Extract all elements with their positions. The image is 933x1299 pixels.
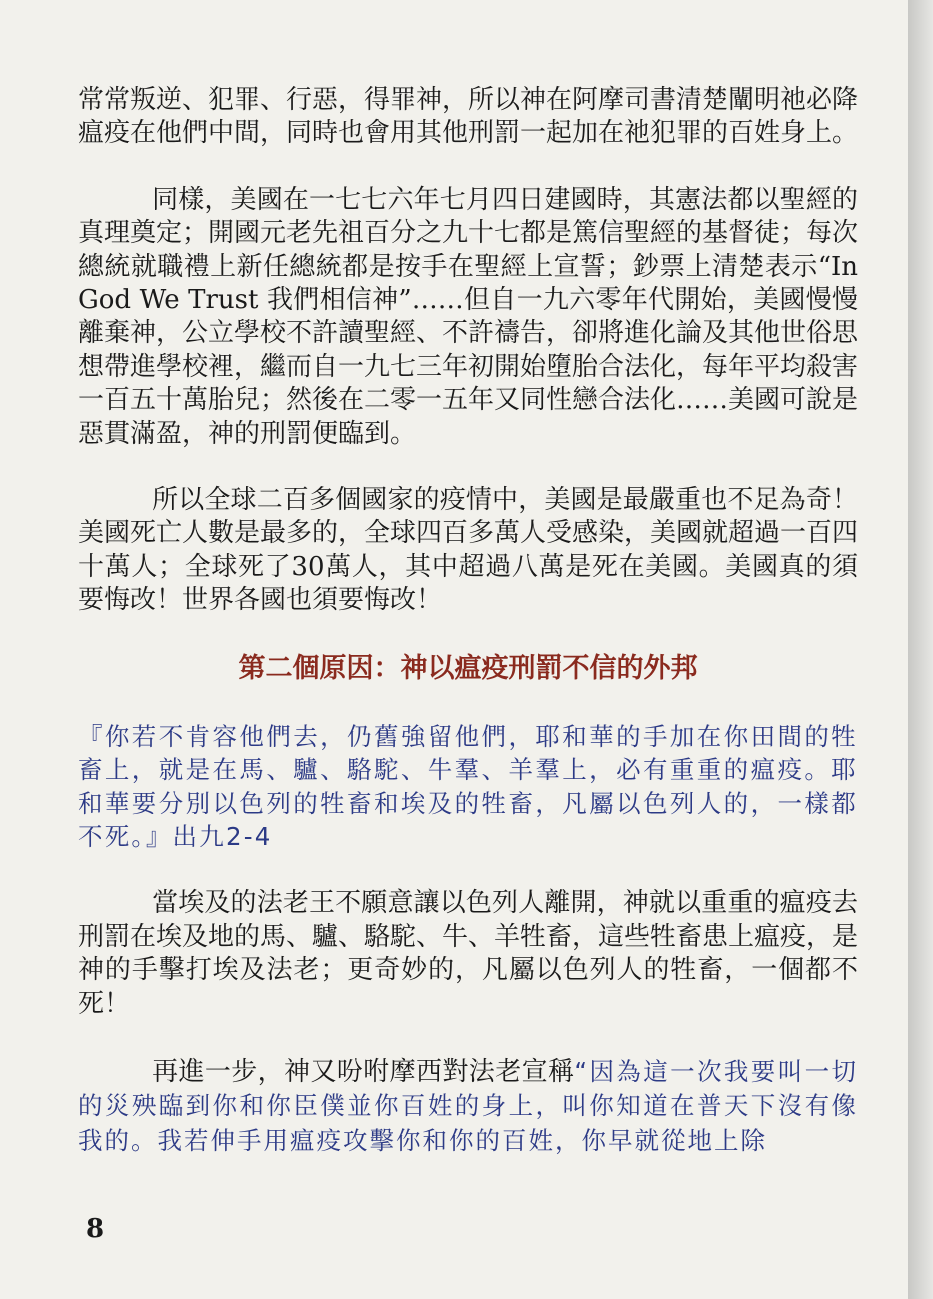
paragraph-lead-text: 再進一步，神又吩咐摩西對法老宣稱 bbox=[152, 1056, 575, 1087]
scripture-quote: 『你若不肯容他們去，仍舊強留他們，耶和華的手加在你田間的牲畜上，就是在馬、驢、駱駝、牛羣、羊羣上，必有重重的瘟疫。耶和華要分別以色列的牲畜和埃及的牲畜，凡屬以色列人的，一樣都不死。』出九2-4 bbox=[78, 721, 858, 851]
page-number: 8 bbox=[86, 1214, 105, 1244]
paragraph-continuation: 常常叛逆、犯罪、行惡，得罪神，所以神在阿摩司書清楚闡明祂必降瘟疫在他們中間，同時也會用其他刑罰一起加在祂犯罪的百姓身上。 bbox=[78, 85, 859, 149]
page-edge-shadow bbox=[908, 0, 933, 1299]
page-content bbox=[78, 84, 858, 1158]
paragraph-egypt-plague: 當埃及的法老王不願意讓以色列人離開，神就以重重的瘟疫去刑罰在埃及地的馬、驢、駱駝、牛、羊牲畜，這些牲畜患上瘟疫，是神的手擊打埃及法老；更奇妙的，凡屬以色列人的牲畜，一個都不死！ bbox=[78, 888, 859, 1019]
paragraph-usa-pandemic: 所以全球二百多個國家的疫情中，美國是最嚴重也不足為奇！美國死亡人數是最多的，全球四百多萬人受感染，美國就超過一百四十萬人；全球死了30萬人，其中超過八萬是死在美國。美國真的須要悔改！世界各國也須要悔改！ bbox=[78, 485, 859, 616]
paragraph-moses-declaration bbox=[78, 1055, 858, 1158]
inline-scripture-quote: “因為這一次我要叫一切的災殃臨到你和你臣僕並你百姓的身上，叫你知道在普天下沒有像我的。我若伸手用瘟疫攻擊你和你的百姓，你早就從地上除 bbox=[78, 1056, 858, 1155]
paragraph-usa-founding: 同樣，美國在一七七六年七月四日建國時，其憲法都以聖經的真理奠定；開國元老先祖百分之九十七都是篤信聖經的基督徒；每次總統就職禮上新任總統都是按手在聖經上宣誓；鈔票上清楚表示“In God We Trust 我們相信神”……但自一九六零年代開始，美國慢慢離棄神，公立學校不許讀聖經、不許禱告，卻將進化論及其他世俗思想帶進學校裡，繼而自一九七三年初開始墮胎合法化，每年平均殺害一百五十萬胎兒；然後在二零一五年又同性戀合法化……美國可說是惡貫滿盈，神的刑罰便臨到。 bbox=[78, 184, 859, 449]
section-heading: 第二個原因：神以瘟疫刑罰不信的外邦 bbox=[238, 652, 698, 684]
